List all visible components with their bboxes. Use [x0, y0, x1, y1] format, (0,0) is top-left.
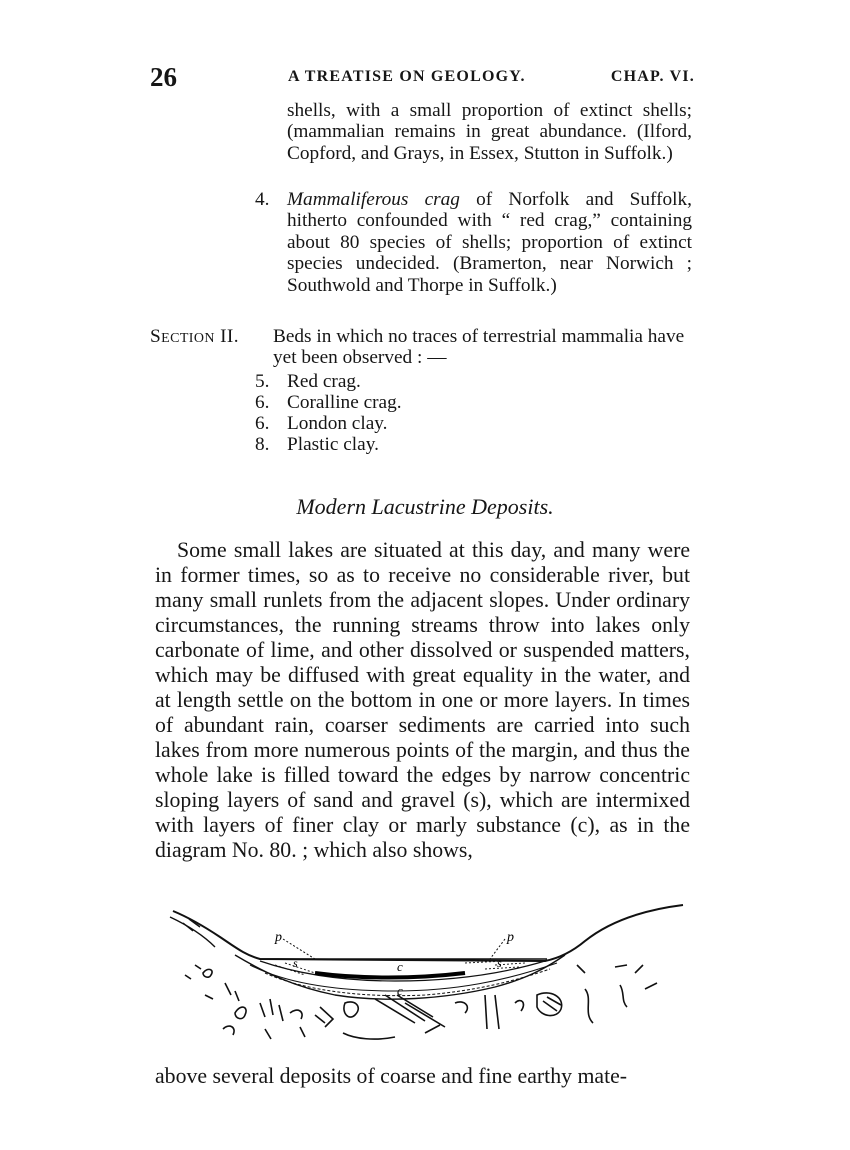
- item-text: [287, 189, 692, 296]
- label-s-right: s: [497, 956, 502, 970]
- lake-deposit-diagram: [165, 903, 690, 1050]
- item-body: of Norfolk and Suffolk, hitherto confounded with “ red crag,” containing about 80 species of shells; proportion of extinct species undecided. (Bramerton, near Norwich ; Southwold and Thorpe in Suffolk.): [287, 189, 692, 296]
- label-s-left: s: [293, 956, 298, 970]
- continuation-line: above several deposits of coarse and fine earthy mate-: [155, 1064, 628, 1088]
- section-heading: [150, 326, 692, 369]
- item-number: 4.: [255, 189, 270, 210]
- section-text: Beds in which no traces of terrestrial mammalia have yet been observed : —: [273, 326, 685, 369]
- chapter-label: CHAP. VI.: [610, 68, 695, 85]
- continued-list-item: shells, with a small proportion of extinct shells; (mammalian remains in great abundance. (Ilford, Copford, and Grays, in Essex, Stutton in Suffolk.): [287, 100, 692, 164]
- running-title: A TREATISE ON GEOLOGY.: [288, 68, 526, 85]
- label-p-left: p: [275, 930, 282, 945]
- item-text: Red crag.: [287, 371, 361, 392]
- section-list-item: [255, 413, 387, 434]
- paragraph-text: Some small lakes are situated at this day, and many were in former times, so as to receive no considerable river, but many small runlets from the adjacent slopes. Under ordinary circumstances, the running streams throw into lakes only carbonate of lime, and other dissolved or suspended matters, which may be diffused with great equality in the water, and at length settle on the bottom in one or more layers. In times of abundant rain, coarser sediments are carried into such lakes from more numerous points of the margin, and thus the whole lake is filled toward the edges by narrow concentric sloping layers of sand and gravel (s), which are intermixed with layers of finer clay or marly substance (c), as in the diagram No. 80. ; which also shows,: [155, 538, 690, 862]
- section-label: Section II.: [150, 326, 239, 347]
- section-list-item: [255, 371, 361, 392]
- item-number: 5.: [255, 371, 270, 392]
- section-title: Modern Lacustrine Deposits.: [296, 494, 554, 519]
- section-list-item: [255, 434, 379, 455]
- item-text: Plastic clay.: [287, 434, 379, 455]
- item-number: 8.: [255, 434, 270, 455]
- item-title: Mammaliferous crag: [287, 189, 460, 210]
- label-p-right: p: [507, 930, 514, 945]
- section-list-item: [255, 392, 402, 413]
- label-c-lower: c: [397, 983, 403, 998]
- list-item-4: [255, 189, 692, 296]
- item-number: 6.: [255, 392, 270, 413]
- ground-surface: [173, 905, 683, 961]
- item-text: Coralline crag.: [287, 392, 402, 413]
- label-c-upper: c: [397, 959, 403, 974]
- page-header: [150, 62, 695, 94]
- item-number: 6.: [255, 413, 270, 434]
- item-text: London clay.: [287, 413, 388, 434]
- page-number: 26: [150, 62, 177, 92]
- body-paragraph: [155, 538, 690, 863]
